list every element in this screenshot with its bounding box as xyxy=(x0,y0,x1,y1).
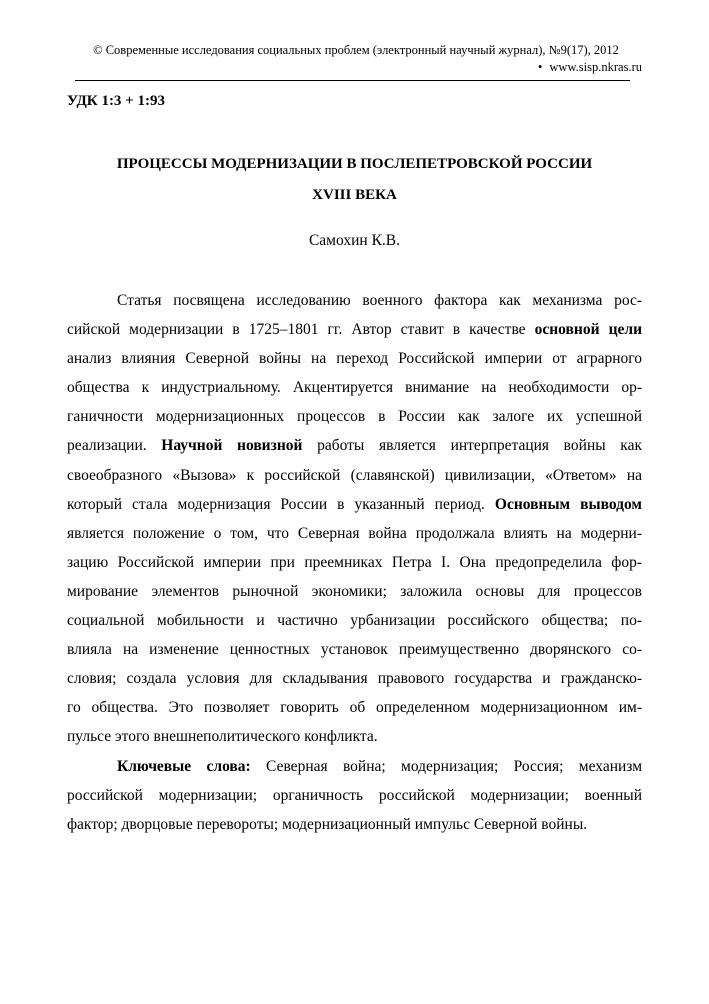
abstract-text: который стала модернизация России в указанный период. xyxy=(67,495,495,513)
abstract-line: словия; создала условия для складывания правового государства и гражданско- xyxy=(67,670,642,688)
abstract-line: мирование элементов рыночной экономики; заложила основы для процессов xyxy=(67,582,642,600)
highlight-conclusion: Основным выводом xyxy=(494,495,642,513)
website-line xyxy=(538,60,642,75)
abstract-text: сийской модернизации в 1725–1801 гг. Автор ставит в качестве xyxy=(67,321,535,339)
keywords-label: Ключевые слова: xyxy=(117,757,251,775)
header-divider xyxy=(75,80,630,81)
highlight-main-goal: основной цели xyxy=(534,321,643,339)
keywords-line: российской модернизации; органичность российской модернизации; военный xyxy=(67,786,642,804)
udk-code: УДК 1:3 + 1:93 xyxy=(67,93,165,109)
keywords-line: фактор; дворцовые перевороты; модернизационный импульс Северной войны. xyxy=(67,815,588,833)
abstract-line xyxy=(67,431,642,460)
abstract-line xyxy=(67,490,642,519)
journal-header: © Современные исследования социальных проблем (электронный научный журнал), №9(17), 2012 xyxy=(93,43,619,57)
abstract-text: реализации. xyxy=(67,437,162,455)
abstract-text: работы является интерпретация войны как xyxy=(302,437,642,455)
abstract-line xyxy=(67,315,642,344)
bullet-icon: • xyxy=(538,60,543,74)
website-link[interactable]: www.sisp.nkras.ru xyxy=(549,60,642,74)
author-name: Самохин К.В. xyxy=(308,232,401,249)
abstract-line: социальной мобильности и частично урбанизации российского общества; по- xyxy=(67,612,642,630)
abstract-line: зацию Российской империи при преемниках Петра I. Она предопределила фор- xyxy=(67,553,642,571)
abstract-line: является положение о том, что Северная война продолжала влиять на модерни- xyxy=(67,524,642,542)
highlight-novelty: Научной новизной xyxy=(161,437,303,455)
title-line-2: XVIII ВЕКА xyxy=(312,187,397,203)
abstract-line: го общества. Это позволяет говорить об определенном модернизационном им- xyxy=(67,699,642,717)
abstract xyxy=(67,286,642,839)
abstract-line: Статья посвящена исследованию военного фактора как механизма рос- xyxy=(117,292,642,309)
abstract-line: анализ влияния Северной войны на переход Российской империи от аграрного xyxy=(67,350,642,368)
keywords-line xyxy=(67,752,642,781)
paper-title xyxy=(67,149,642,211)
abstract-line: пульсе этого внешнеполитического конфликта. xyxy=(67,728,378,746)
abstract-line: влияла на изменение ценностных установок преимущественно дворянского со- xyxy=(67,641,642,659)
title-line-1: ПРОЦЕССЫ МОДЕРНИЗАЦИИ В ПОСЛЕПЕТРОВСКОЙ РОССИИ xyxy=(116,156,593,172)
abstract-line: ганичности модернизационных процессов в России как залоге их успешной xyxy=(67,408,642,426)
abstract-line: общества к индустриальному. Акцентируется внимание на необходимости ор- xyxy=(67,379,642,397)
abstract-line: своеобразного «Вызова» к российской (славянской) цивилизации, «Ответом» на xyxy=(67,466,642,484)
keywords-text: Северная война; модернизация; Россия; механизм xyxy=(250,757,642,775)
